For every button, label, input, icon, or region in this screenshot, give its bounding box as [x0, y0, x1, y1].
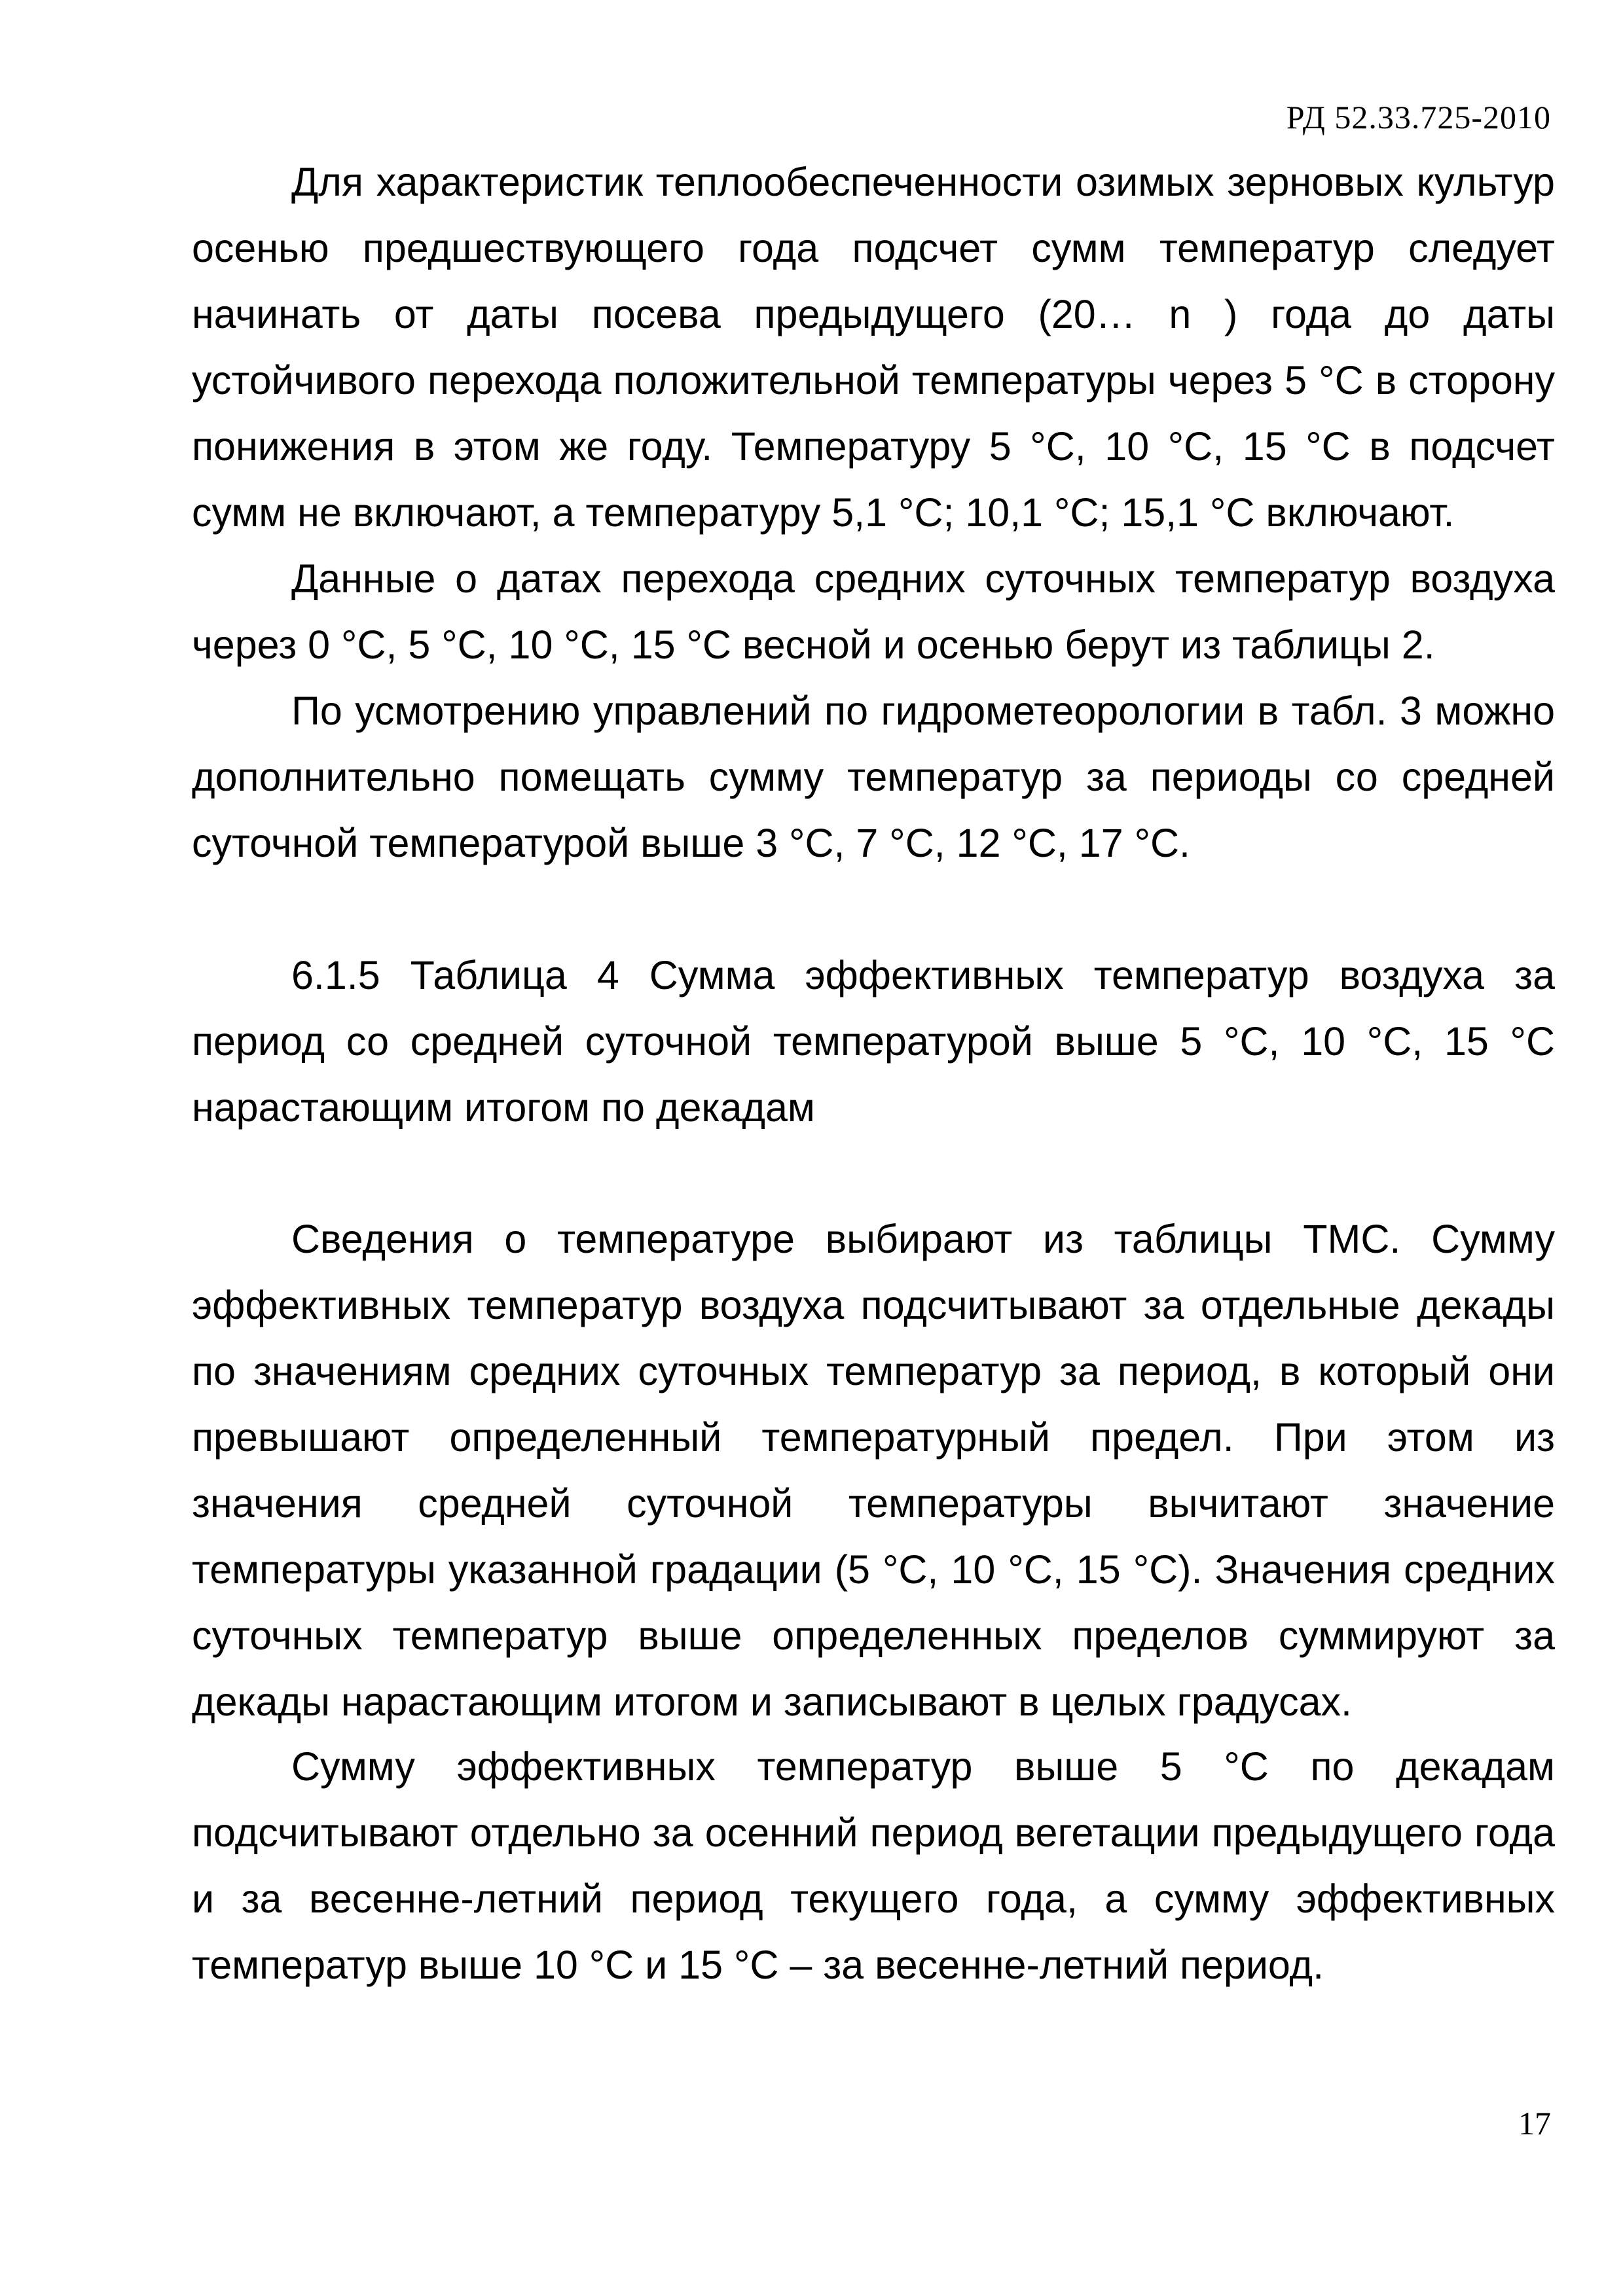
paragraph-text: Сведения о температуре выбирают из таблицы ТМС. Сумму эффективных температур воздуха подсчитывают за отдельные декады по значениям средних суточных температур за период, в который они превышают определенный температурный предел. При этом из значения средней суточной температуры вычитают значение температуры указанной градации (5 °С, 10 °С, 15 °С). Значения средних суточных температур выше определенных пределов суммируют за декады нарастающим итогом и записывают в целых градусах. [192, 1217, 1555, 1724]
paragraph-text: Данные о датах перехода средних суточных температур воздуха через 0 °С, 5 °С, 10 °С, 15 °С весной и осенью берут из таблицы 2. [192, 556, 1555, 667]
paragraph-additional-sums [192, 678, 1555, 876]
paragraph-decade-sums [192, 1734, 1555, 1998]
paragraph-transition-dates [192, 546, 1555, 678]
paragraph-text: Для характеристик теплообеспеченности озимых зерновых культур осенью предшествующего года подсчет сумм температур следует начинать от даты посева предыдущего (20… n ) года до даты устойчивого перехода положительной температуры через 5 °С в сторону понижения в этом же году. Температуру 5 °С, 10 °С, 15 °С в подсчет сумм не включают, а температуру 5,1 °С; 10,1 °С; 15,1 °С включают. [192, 160, 1555, 535]
page-number: 17 [1518, 2105, 1551, 2142]
section-heading-text: 6.1.5 Таблица 4 Сумма эффективных температур воздуха за период со средней суточной температурой выше 5 °С, 10 °С, 15 °С нарастающим итогом по декадам [192, 953, 1555, 1130]
section-heading-6-1-5 [192, 942, 1555, 1141]
document-code: РД 52.33.725-2010 [1286, 99, 1551, 135]
paragraph-text: Сумму эффективных температур выше 5 °С по декадам подсчитывают отдельно за осенний период вегетации предыдущего года и за весенне-летний период текущего года, а сумму эффективных температур выше 10 °С и 15 °С – за весенне-летний период. [192, 1744, 1555, 1987]
paragraph-text: По усмотрению управлений по гидрометеорологии в табл. 3 можно дополнительно помещать сумму температур за периоды со средней суточной температурой выше 3 °С, 7 °С, 12 °С, 17 °С. [192, 689, 1555, 865]
paragraph-heat-supply [192, 149, 1555, 546]
paragraph-effective-temperatures [192, 1206, 1555, 1735]
